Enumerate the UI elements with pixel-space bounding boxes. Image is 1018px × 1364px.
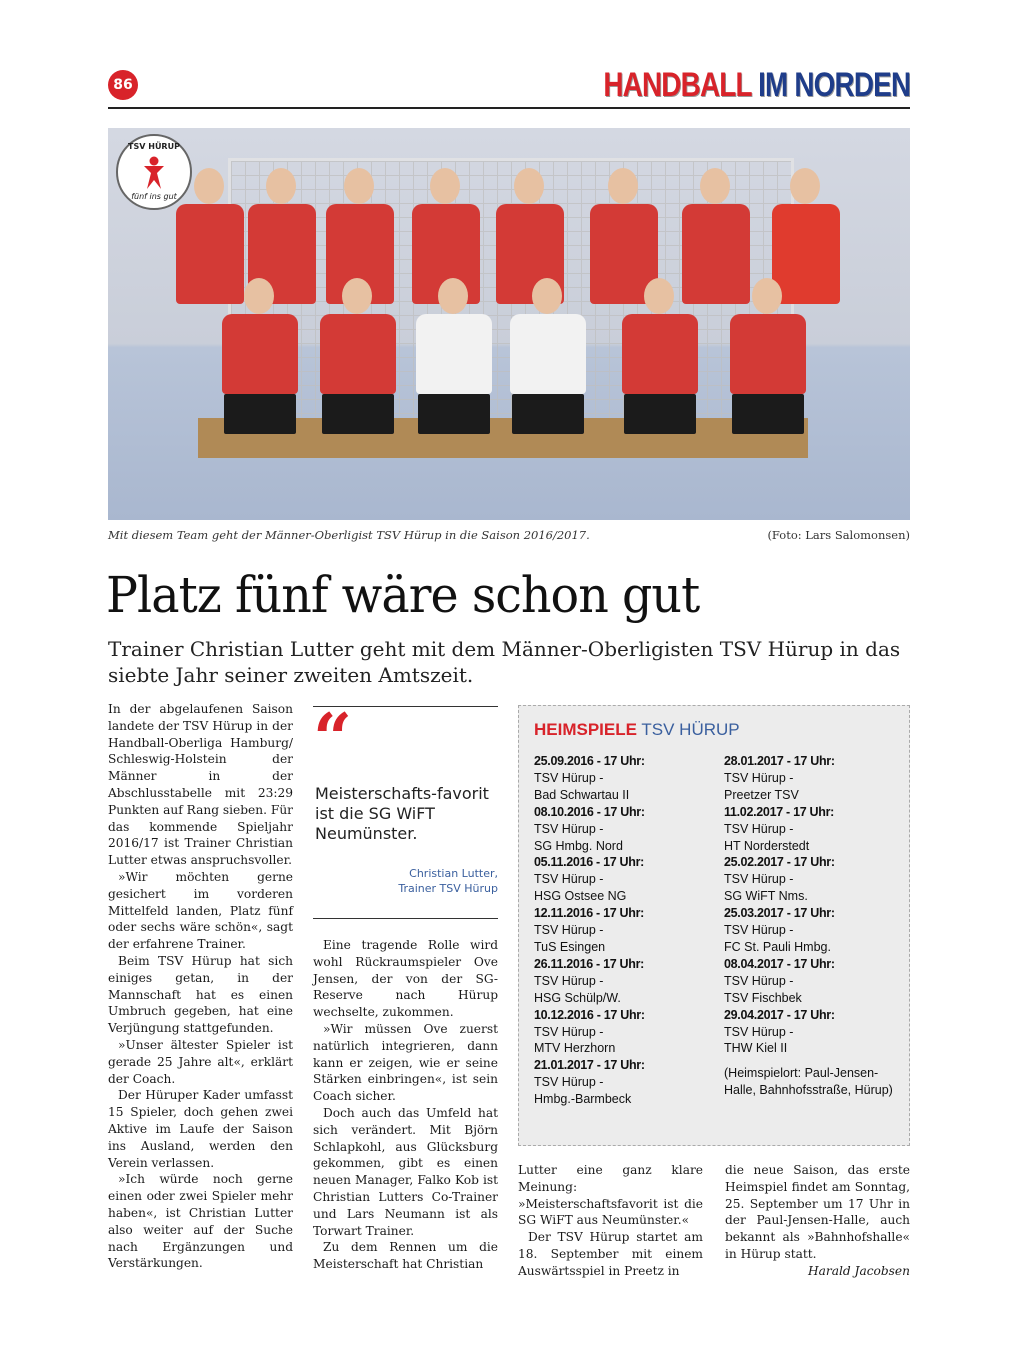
page-number: 86 (108, 70, 138, 100)
schedule-home: TSV Hürup - (534, 1024, 604, 1039)
schedule-away: HT Norderstedt (724, 838, 810, 853)
section-rubric (603, 66, 910, 105)
schedule-home: TSV Hürup - (724, 923, 794, 938)
schedule-title-red: HEIMSPIELE (534, 720, 637, 739)
schedule-away: HSG Schülp/W. (534, 990, 621, 1005)
logo-figure-icon (142, 156, 166, 190)
photo-credit: (Foto: Lars Salomonsen) (767, 528, 910, 542)
paragraph: »Wir möchten gerne gesichert im vorderen Mittelfeld landen, Platz fünf oder sechs wäre schön«, sagt der erfahrene Trainer. (108, 869, 293, 952)
schedule-home: TSV Hürup - (534, 923, 604, 938)
schedule-home: TSV Hürup - (724, 770, 794, 785)
schedule-home: TSV Hürup - (724, 872, 794, 887)
schedule-away: FC St. Pauli Hmbg. (724, 939, 831, 954)
schedule-list-right (724, 753, 904, 1099)
logo-text-top: TSV HÜRUP (128, 142, 180, 151)
schedule-home: TSV Hürup - (724, 821, 794, 836)
schedule-date: 11.02.2017 - 17 Uhr: (724, 804, 835, 819)
schedule-away: THW Kiel II (724, 1041, 788, 1056)
quote-author-name: Christian Lutter, (409, 867, 498, 880)
paragraph: »Wir müssen Ove zuerst natürlich integrieren, dann kann er zeigen, wie er seine Stärken einbringen«, ist sein Coach sicher. (313, 1021, 498, 1104)
schedule-date: 10.12.2016 - 17 Uhr: (534, 1007, 645, 1022)
paragraph: »Ich würde noch gerne einen oder zwei Spieler mehr haben«, ist Christian Lutter also weiter auf der Suche nach Ergänzungen und Verstärkungen. (108, 1172, 293, 1271)
schedule-home: TSV Hürup - (534, 821, 604, 836)
schedule-home: TSV Hürup - (724, 1024, 794, 1039)
schedule-date: 08.10.2016 - 17 Uhr: (534, 804, 645, 819)
schedule-home: TSV Hürup - (724, 973, 794, 988)
photo-caption (108, 528, 910, 542)
paragraph: Der TSV Hürup startet am 18. September mit einem Auswärtsspiel in Preetz in (518, 1230, 703, 1278)
logo-text-bottom: fünf ins gut (131, 192, 177, 201)
schedule-date: 25.09.2016 - 17 Uhr: (534, 754, 645, 768)
caption-text: Mit diesem Team geht der Männer-Oberligist TSV Hürup in die Saison 2016/2017. (108, 528, 590, 542)
paragraph: Zu dem Rennen um die Meisterschaft hat Christian (313, 1240, 498, 1272)
schedule-venue: (Heimspielort: Paul-Jensen-Halle, Bahnhofsstraße, Hürup) (724, 1066, 893, 1098)
paragraph: In der abgelaufenen Saison landete der TSV Hürup in der Handball-Oberliga Hamburg/ Schleswig-Holstein der Männer in der Abschlusstabelle mit 23:29 Punkten auf Rang sieben. Für das kommende Spieljahr 2016/17 ist Trainer Christian Lutter etwas anspruchsvoller. (108, 702, 293, 868)
pull-quote: Meisterschafts-favorit ist die SG WiFT Neumünster. (315, 784, 489, 843)
schedule-away: SG WiFT Nms. (724, 889, 808, 904)
quote-author-role: Trainer TSV Hürup (398, 882, 498, 895)
headline: Platz fünf wäre schon gut (106, 566, 700, 624)
schedule-title-blue: TSV HÜRUP (641, 720, 740, 739)
schedule-away: Hmbg.-Barmbeck (534, 1092, 632, 1107)
schedule-list-left (534, 753, 719, 1108)
schedule-date: 08.04.2017 - 17 Uhr: (724, 956, 835, 971)
club-logo (116, 134, 192, 210)
schedule-away: SG Hmbg. Nord (534, 838, 623, 853)
schedule-items-right (724, 753, 904, 1057)
rubric-red: HANDBALL (603, 66, 751, 104)
schedule-home: TSV Hürup - (534, 770, 604, 785)
schedule-date: 21.01.2017 - 17 Uhr: (534, 1058, 645, 1073)
article-column-2 (313, 937, 498, 1273)
paragraph: »Unser ältester Spieler ist gerade 25 Jahre alt«, erklärt der Coach. (108, 1037, 293, 1086)
schedule-date: 26.11.2016 - 17 Uhr: (534, 956, 645, 971)
header-rule (108, 107, 910, 109)
schedule-date: 12.11.2016 - 17 Uhr: (534, 906, 645, 921)
paragraph: Doch auch das Umfeld hat sich verändert. Mit Björn Schlapkohl, aus Glücksburg gekommen, gibt es einen neuen Manager, Falko Kob ist Christian Lutters Co-Trainer und Lars Neumann ist als Torwart Trainer. (313, 1105, 498, 1238)
subheadline: Trainer Christian Lutter geht mit dem Männer-Oberligisten TSV Hürup in das siebte Jahr seiner zweiten Amtszeit. (108, 637, 901, 687)
schedule-away: TSV Fischbek (724, 990, 802, 1005)
schedule-title (534, 720, 740, 740)
article-column-4 (725, 1162, 910, 1280)
article-column-1 (108, 701, 293, 1272)
schedule-away: MTV Herzhorn (534, 1041, 616, 1056)
paragraph: Beim TSV Hürup hat sich einiges getan, in der Mannschaft hat es einen Umbruch gegeben, hat eine Verjüngung stattgefunden. (108, 953, 293, 1036)
schedule-home: TSV Hürup - (534, 1075, 604, 1090)
schedule-date: 25.02.2017 - 17 Uhr: (724, 855, 835, 870)
schedule-away: Bad Schwartau II (534, 787, 630, 802)
schedule-date: 29.04.2017 - 17 Uhr: (724, 1007, 835, 1022)
quote-mark-icon: “ (313, 699, 353, 779)
schedule-away: Preetzer TSV (724, 787, 799, 802)
schedule-date: 25.03.2017 - 17 Uhr: (724, 906, 835, 921)
schedule-home: TSV Hürup - (534, 973, 604, 988)
paragraph: die neue Saison, das erste Heimspiel findet am Sonntag, 25. September um 17 Uhr in der Paul-Jensen-Halle, auch bekannt als »Bahnhofshalle« in Hürup statt. (725, 1163, 910, 1261)
schedule-date: 05.11.2016 - 17 Uhr: (534, 855, 645, 870)
article-column-3 (518, 1162, 703, 1280)
quote-rule-bottom (313, 918, 498, 919)
schedule-home: TSV Hürup - (534, 872, 604, 887)
paragraph: Der Hüruper Kader umfasst 15 Spieler, doch gehen zwei Aktive im Laufe der Saison ins Ausland, werden den Verein verlassen. (108, 1088, 293, 1170)
rubric-blue: IM NORDEN (757, 66, 910, 104)
paragraph: Eine tragende Rolle wird wohl Rückraumspieler Ove Jensen, der von der SG-Reserve nach Hürup wechselte, zukommen. (313, 938, 498, 1020)
schedule-date: 28.01.2017 - 17 Uhr: (724, 754, 835, 768)
paragraph: Lutter eine ganz klare Meinung: »Meisterschaftsfavorit ist die SG WiFT aus Neumünster.« (518, 1163, 703, 1228)
author-signature: Harald Jacobsen (808, 1263, 910, 1278)
team-photo (108, 128, 910, 520)
schedule-away: TuS Esingen (534, 939, 606, 954)
schedule-away: HSG Ostsee NG (534, 889, 627, 904)
quote-author (313, 866, 498, 896)
